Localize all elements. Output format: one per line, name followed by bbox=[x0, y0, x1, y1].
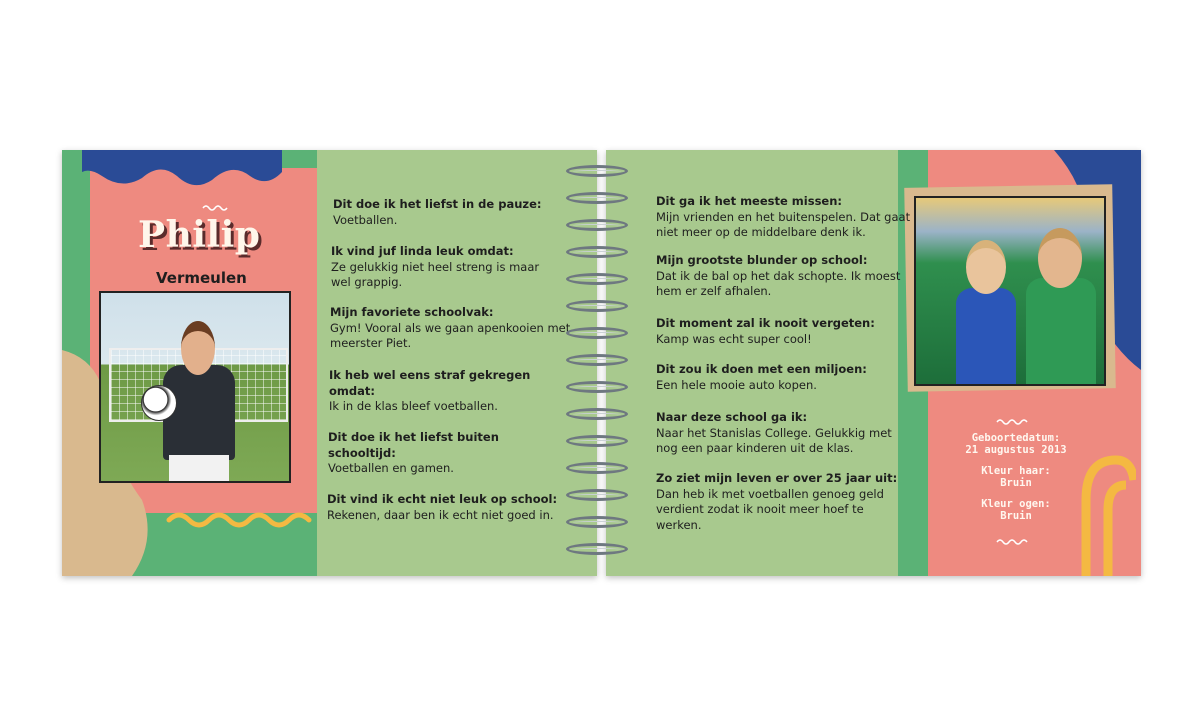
question: schooltijd: bbox=[328, 445, 396, 460]
qa-right-3 bbox=[656, 316, 875, 347]
photo-player-head-2 bbox=[1038, 228, 1082, 288]
answer: niet meer op de middelbare denk ik. bbox=[656, 225, 866, 239]
yellow-squiggle-icon bbox=[166, 510, 316, 530]
question: omdat: bbox=[329, 383, 375, 398]
binding-ring bbox=[566, 435, 628, 447]
birth-label: Geboortedatum: bbox=[971, 432, 1061, 444]
qa-left-6 bbox=[327, 492, 557, 523]
student-first-name: Philip bbox=[138, 214, 261, 256]
answer: Mijn vrienden en het buitenspelen. Dat gaat bbox=[656, 209, 911, 224]
binding-ring bbox=[566, 192, 628, 204]
answer: nog een paar kinderen uit de klas. bbox=[656, 441, 854, 455]
binding-ring bbox=[566, 327, 628, 339]
qa-left-3 bbox=[330, 305, 570, 352]
eyes-value: Bruin bbox=[1000, 510, 1032, 522]
binding-ring bbox=[566, 165, 628, 177]
navy-shape bbox=[82, 150, 282, 190]
question: Dit ga ik het meeste missen: bbox=[656, 194, 842, 208]
answer: Dat ik de bal op het dak schopte. Ik moest bbox=[656, 268, 901, 283]
binding-ring bbox=[566, 300, 628, 312]
binding-ring bbox=[566, 516, 628, 528]
binding-ring bbox=[566, 381, 628, 393]
question: Dit doe ik het liefst buiten bbox=[328, 430, 499, 444]
binding-ring bbox=[566, 408, 628, 420]
answer: Voetballen en gamen. bbox=[328, 461, 454, 475]
wavy-line-icon bbox=[996, 418, 1030, 426]
binding-ring bbox=[566, 219, 628, 231]
eyes-label: Kleur ogen: bbox=[981, 498, 1051, 510]
binding-ring bbox=[566, 354, 628, 366]
question: Mijn favoriete schoolvak: bbox=[330, 305, 494, 319]
photo-boy-head bbox=[181, 321, 215, 375]
binding-ring bbox=[566, 489, 628, 501]
answer: hem er zelf afhalen. bbox=[656, 284, 772, 298]
answer: Kamp was echt super cool! bbox=[656, 331, 812, 346]
photo-boy-shorts bbox=[169, 455, 229, 483]
birth-value: 21 augustus 2013 bbox=[965, 444, 1067, 456]
qa-right-5 bbox=[656, 410, 892, 457]
question: Dit moment zal ik nooit vergeten: bbox=[656, 316, 875, 330]
answer: meerster Piet. bbox=[330, 336, 412, 350]
student-photo bbox=[99, 291, 291, 483]
answer: verdient zodat ik nooit meer hoef te bbox=[656, 502, 864, 516]
qa-right-6 bbox=[656, 471, 897, 533]
binding-ring bbox=[566, 543, 628, 555]
answer: Rekenen, daar ben ik echt niet goed in. bbox=[327, 507, 554, 522]
wavy-line-icon bbox=[996, 538, 1030, 546]
question: Ik heb wel eens straf gekregen bbox=[329, 368, 531, 382]
qa-left-5 bbox=[328, 430, 499, 477]
answer: wel grappig. bbox=[331, 275, 403, 289]
photo-player-head bbox=[966, 240, 1006, 294]
question: Zo ziet mijn leven er over 25 jaar uit: bbox=[656, 471, 898, 485]
answer: Dan heb ik met voetballen genoeg geld bbox=[656, 486, 884, 501]
answer: werken. bbox=[656, 517, 702, 532]
question: Dit zou ik doen met een miljoen: bbox=[656, 362, 867, 376]
binding-ring bbox=[566, 246, 628, 258]
answer: Voetballen. bbox=[333, 212, 398, 227]
answer: Ik in de klas bleef voetballen. bbox=[329, 399, 498, 413]
answer: Gym! Vooral als we gaan apenkooien met bbox=[330, 320, 571, 335]
qa-left-1 bbox=[333, 197, 541, 228]
photo-player-blue bbox=[956, 288, 1016, 386]
qa-right-2 bbox=[656, 253, 900, 300]
question: Ik vind juf linda leuk omdat: bbox=[331, 244, 514, 258]
question: Naar deze school ga ik: bbox=[656, 410, 808, 424]
photo-player-green bbox=[1026, 278, 1096, 386]
qa-right-4 bbox=[656, 362, 867, 393]
left-page bbox=[62, 150, 597, 576]
hair-label: Kleur haar: bbox=[981, 465, 1051, 477]
answer: Ze gelukkig niet heel streng is maar bbox=[331, 259, 540, 274]
question: Dit vind ik echt niet leuk op school: bbox=[327, 492, 558, 506]
right-page bbox=[606, 150, 1141, 576]
binding-ring bbox=[566, 273, 628, 285]
question: Dit doe ik het liefst in de pauze: bbox=[333, 197, 542, 211]
qa-left-2 bbox=[331, 244, 539, 291]
facts-block bbox=[946, 432, 1086, 522]
answer: Naar het Stanislas College. Gelukkig met bbox=[656, 425, 892, 440]
student-last-name: Vermeulen bbox=[156, 269, 247, 287]
binding-ring bbox=[566, 462, 628, 474]
qa-right-1 bbox=[656, 194, 910, 241]
photo-ball bbox=[141, 385, 177, 421]
question: Mijn grootste blunder op school: bbox=[656, 253, 868, 267]
team-photo bbox=[914, 196, 1106, 386]
qa-left-4 bbox=[329, 368, 530, 415]
answer: Een hele mooie auto kopen. bbox=[656, 377, 817, 392]
wavy-line-icon bbox=[202, 204, 228, 212]
hair-value: Bruin bbox=[1000, 477, 1032, 489]
